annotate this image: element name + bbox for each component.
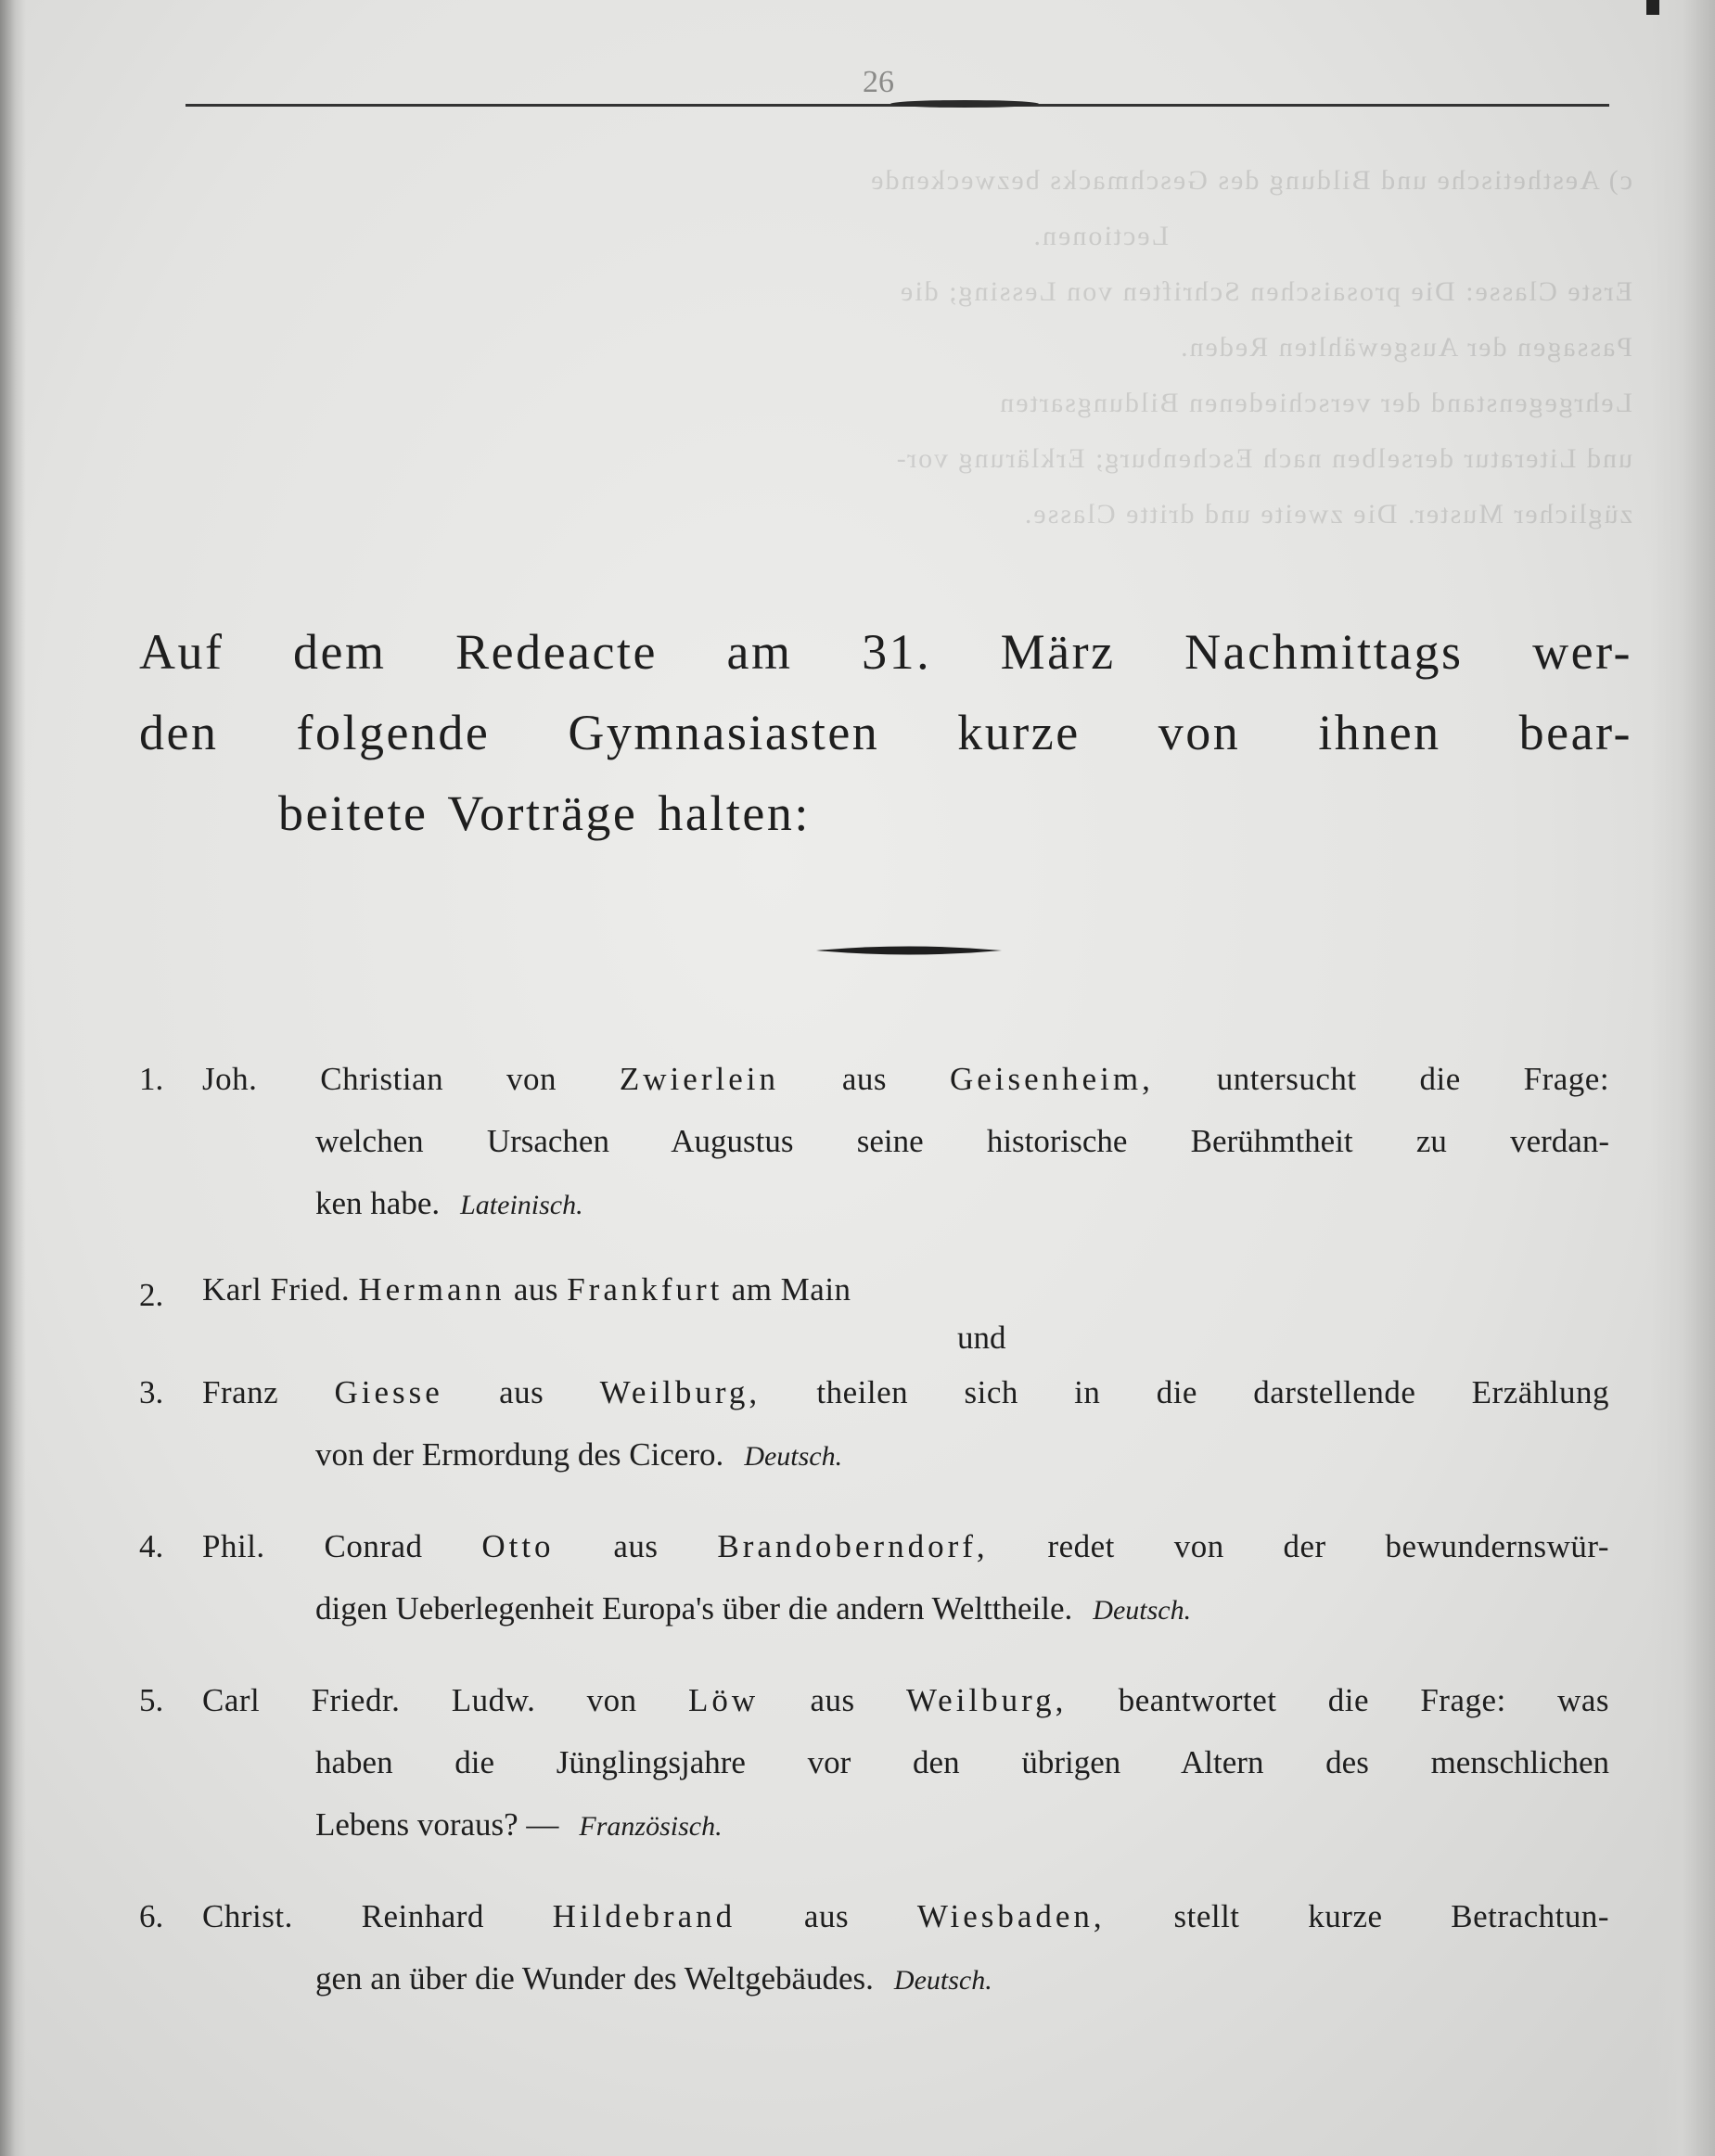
list-item [139, 1885, 1609, 2011]
entry-text: untersucht die Frage: [1216, 1061, 1610, 1097]
heading-line-3: beitete Vorträge halten: [278, 785, 811, 841]
bleed-line: und Literatur derselben nach Eschenburg; Erklärung vor- [894, 443, 1632, 474]
page-right-shadow [1650, 0, 1715, 2156]
divider-ornament [816, 944, 1002, 957]
entry-language: Deutsch. [1093, 1595, 1192, 1626]
entry-number: 4. [139, 1528, 164, 1564]
entry-name: Carl Friedr. Ludw. von [202, 1682, 637, 1718]
entry-language: Deutsch. [893, 1965, 992, 1996]
entry-first-line [139, 1264, 1609, 1315]
bleed-line: Lectionen. [1031, 221, 1169, 251]
entry-continuation-last [139, 1172, 1609, 1236]
entry-first-line [139, 1048, 1609, 1110]
entry-language: Französisch. [579, 1811, 723, 1842]
entry-from: aus [499, 1374, 544, 1410]
entry-from: aus [513, 1271, 558, 1308]
entry-continuation: welchen Ursachen Augustus seine historische Berühmtheit zu verdan- [315, 1123, 1609, 1159]
entry-first-line [139, 1515, 1609, 1577]
heading-line-2: den folgende Gymnasiasten kurze von ihnen bear- [139, 705, 1632, 760]
entry-language: Deutsch. [744, 1441, 843, 1472]
entry-continuation-last [139, 1793, 1609, 1857]
speaker-list [139, 1048, 1609, 2039]
bleed-line: Passagen der Ausgewählten Reden. [1179, 332, 1632, 363]
bleed-line: Lehrgegenstand der verschiedenen Bildungsarten [998, 388, 1632, 418]
entry-place: Frankfurt [567, 1271, 723, 1308]
entry-language: Lateinisch. [460, 1190, 583, 1220]
entry-from: aus [803, 1898, 850, 1934]
entry-from: aus [810, 1682, 855, 1718]
entry-continuation-last [139, 1577, 1609, 1641]
section-heading [139, 612, 1632, 854]
entry-text: stellt kurze Betrachtun- [1173, 1898, 1610, 1934]
entry-place: Weilburg, [599, 1374, 762, 1410]
list-item [139, 1048, 1609, 1236]
bleed-line: Erste Classe: Die prosaischen Schriften von Lessing; die [898, 276, 1632, 307]
entry-from: aus [841, 1061, 888, 1097]
entry-number: 6. [139, 1898, 164, 1934]
entry-text: redet von der bewundernswür- [1047, 1528, 1610, 1564]
entry-text: beantwortet die Frage: was [1118, 1682, 1609, 1718]
page-number: 26 [863, 65, 894, 99]
entry-surname: Hildebrand [552, 1898, 736, 1934]
entry-surname: Hermann [358, 1271, 506, 1308]
entry-name: Phil. Conrad [202, 1528, 423, 1564]
entry-text: am Main [731, 1271, 851, 1308]
entry-place: Geisenheim, [949, 1061, 1154, 1097]
entry-surname: Giesse [334, 1374, 443, 1410]
entry-name: Franz [202, 1374, 279, 1410]
entry-first-line [139, 1361, 1609, 1423]
entry-place: Brandoberndorf, [717, 1528, 989, 1564]
entry-number: 1. [139, 1061, 164, 1097]
entry-first-line [139, 1885, 1609, 1947]
entry-name: Christ. Reinhard [202, 1898, 484, 1934]
heading-line-1: Auf dem Redeacte am 31. März Nachmittags wer- [139, 624, 1632, 680]
entry-surname: Löw [688, 1682, 760, 1718]
entry-continuation: haben die Jünglingsjahre vor den übrigen Altern des menschlichen [315, 1744, 1609, 1780]
bleed-through-text [186, 153, 1632, 542]
entry-number: 3. [139, 1374, 164, 1410]
entry-from: aus [613, 1528, 659, 1564]
entry-name: Karl Fried. [202, 1271, 351, 1308]
entry-number: 2. [139, 1277, 164, 1313]
corner-mark [1646, 0, 1659, 15]
list-item [139, 1669, 1609, 1857]
entry-number: 5. [139, 1682, 164, 1718]
entry-text: theilen sich in die darstellende Erzählung [816, 1374, 1609, 1410]
header-rule-ornament [890, 100, 1039, 108]
entry-place: Weilburg, [905, 1682, 1068, 1718]
entry-first-line [139, 1669, 1609, 1731]
bleed-line: c) Aesthetische und Bildung des Geschmacks bezweckende [869, 165, 1632, 196]
page-left-shadow [0, 0, 26, 2156]
entry-name: Joh. Christian von [202, 1061, 557, 1097]
entry-place: Wiesbaden, [916, 1898, 1106, 1934]
entry-surname: Zwierlein [619, 1061, 779, 1097]
bleed-line: züglicher Muster. Die zweite und dritte Classe. [1022, 499, 1632, 529]
entry-continuation-last [139, 1947, 1609, 2011]
entry-conjunction: und [957, 1320, 1006, 1356]
list-item [139, 1264, 1609, 1361]
entry-continuation-last [139, 1423, 1609, 1487]
entry-text: digen Ueberlegenheit Europa's über die andern Welttheile. [315, 1590, 1073, 1627]
entry-text: von der Ermordung des Cicero. [315, 1436, 724, 1473]
entry-surname: Otto [481, 1528, 555, 1564]
entry-text: gen an über die Wunder des Weltgebäudes. [315, 1960, 874, 1997]
entry-text: Lebens voraus? — [315, 1806, 559, 1843]
list-item [139, 1361, 1609, 1487]
entry-text: ken habe. [315, 1185, 441, 1221]
list-item [139, 1515, 1609, 1641]
